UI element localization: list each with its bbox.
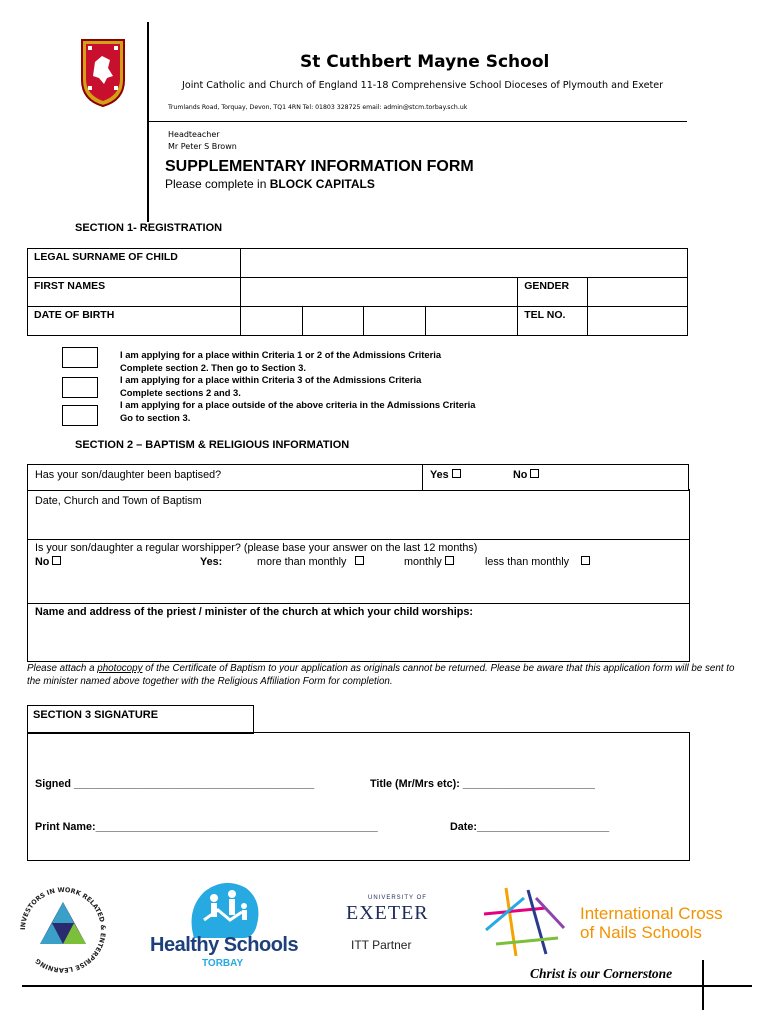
checkbox-icon bbox=[530, 469, 539, 478]
school-motto: Christ is our Cornerstone bbox=[530, 966, 673, 981]
baptism-details-label: Date, Church and Town of Baptism bbox=[35, 495, 202, 507]
headteacher-name: Mr Peter S Brown bbox=[168, 142, 237, 151]
worshipper-yes-label: Yes: bbox=[200, 556, 223, 568]
school-subtitle: Joint Catholic and Church of England 11-18 Comprehensive School Dioceses of Plymouth and Exeter bbox=[182, 80, 664, 91]
gender-field[interactable] bbox=[588, 278, 688, 307]
worshipper-question: Is your son/daughter a regular worshipper? (please base your answer on the last 12 months) bbox=[35, 542, 478, 554]
healthy-schools-title: Healthy Schools bbox=[150, 934, 299, 956]
first-names-label: FIRST NAMES bbox=[28, 278, 241, 307]
priest-label: Name and address of the priest / minister of the church at which your child worships: bbox=[35, 606, 473, 618]
dob-label: DATE OF BIRTH bbox=[28, 307, 241, 336]
icn-line2: of Nails Schools bbox=[580, 923, 702, 942]
worshipper-cell bbox=[27, 539, 690, 604]
option-2-line1: I am applying for a place within Criteria 3 of the Admissions Criteria bbox=[120, 374, 422, 386]
gender-label: GENDER bbox=[518, 278, 588, 307]
legal-surname-label: LEGAL SURNAME OF CHILD bbox=[28, 249, 241, 278]
dob-field-extra[interactable] bbox=[426, 307, 518, 336]
option-2-line2: Complete sections 2 and 3. bbox=[120, 386, 241, 398]
baptised-yes-option[interactable]: Yes bbox=[430, 469, 461, 481]
priest-details-field[interactable] bbox=[27, 603, 690, 662]
section3-title: SECTION 3 SIGNATURE bbox=[33, 709, 159, 721]
checkbox-icon bbox=[452, 469, 461, 478]
print-name-field[interactable]: Print Name:_______________________________________________ bbox=[35, 821, 378, 833]
checkbox-icon bbox=[581, 556, 590, 565]
title-field[interactable]: Title (Mr/Mrs etc): ______________________ bbox=[370, 778, 595, 790]
investors-logo-text: INVESTORS IN WORK RELATED & ENTERPRISE LEARNING bbox=[18, 885, 108, 975]
registration-table bbox=[27, 248, 688, 336]
form-title: SUPPLEMENTARY INFORMATION FORM bbox=[165, 158, 474, 175]
worshipper-no-option[interactable]: No bbox=[35, 556, 61, 568]
headteacher-label: Headteacher bbox=[168, 130, 220, 139]
tel-field[interactable] bbox=[588, 307, 688, 336]
school-name: St Cuthbert Mayne School bbox=[300, 52, 550, 72]
healthy-schools-figures-icon bbox=[184, 880, 264, 940]
uni-exeter-name: EXETER bbox=[346, 902, 429, 924]
icn-line1: International Cross bbox=[580, 904, 723, 923]
option-3-line2: Go to section 3. bbox=[120, 411, 191, 423]
signed-field[interactable]: Signed ________________________________________ bbox=[35, 778, 315, 790]
option-3-line1: I am applying for a place outside of the above criteria in the Admissions Criteria bbox=[120, 399, 476, 411]
signature-box bbox=[27, 732, 690, 861]
footer-vertical-rule bbox=[702, 960, 704, 1010]
option-1-line1: I am applying for a place within Criteria 1 or 2 of the Admissions Criteria bbox=[120, 349, 442, 360]
itt-partner-text: ITT Partner bbox=[351, 938, 412, 952]
dob-field-month[interactable] bbox=[302, 307, 364, 336]
cross-of-nails-icon bbox=[476, 884, 576, 964]
criteria-options bbox=[120, 349, 475, 425]
section3-title-box bbox=[27, 705, 254, 734]
worshipper-monthly[interactable]: monthly bbox=[404, 556, 454, 568]
photocopy-note: Please attach a photocopy of the Certificate of Baptism to your application as originals cannot be returned. Please be aware that this application form will be sent to the minister named above together with the Religious Affiliation Form for completion. bbox=[27, 663, 735, 687]
baptised-no-option[interactable]: No bbox=[513, 469, 539, 481]
dob-field-day[interactable] bbox=[240, 307, 302, 336]
baptised-answer-cell bbox=[421, 464, 689, 491]
icn-title bbox=[580, 904, 723, 942]
worshipper-more-than-monthly[interactable]: more than monthly bbox=[257, 556, 364, 568]
section2-title: SECTION 2 – BAPTISM & RELIGIOUS INFORMATION bbox=[75, 439, 350, 451]
school-crest-logo bbox=[80, 38, 126, 108]
criteria-3-checkbox[interactable] bbox=[62, 377, 98, 398]
school-address: Trumlands Road, Torquay, Devon, TQ1 4RN Tel: 01803 328725 email: admin@stcm.torbay.sch.uk bbox=[168, 104, 468, 111]
option-1-line2: Complete section 2. Then go to Section 3. bbox=[120, 361, 306, 373]
investors-in-learning-logo bbox=[14, 880, 112, 980]
checkbox-icon bbox=[52, 556, 61, 565]
date-field[interactable]: Date:______________________ bbox=[450, 821, 610, 833]
dob-field-year[interactable] bbox=[364, 307, 426, 336]
baptism-details-field[interactable] bbox=[27, 489, 690, 540]
legal-surname-field[interactable] bbox=[240, 249, 687, 278]
form-instruction: Please complete in BLOCK CAPITALS bbox=[165, 177, 375, 191]
checkbox-icon bbox=[445, 556, 454, 565]
worshipper-less-than-monthly[interactable]: less than monthly bbox=[485, 556, 590, 568]
first-names-field[interactable] bbox=[240, 278, 518, 307]
outside-criteria-checkbox[interactable] bbox=[62, 405, 98, 426]
footer-horizontal-rule bbox=[22, 985, 752, 987]
header-vertical-rule bbox=[147, 22, 149, 222]
baptised-question-cell bbox=[27, 464, 423, 491]
tel-label: TEL NO. bbox=[518, 307, 588, 336]
checkbox-icon bbox=[355, 556, 364, 565]
baptised-question: Has your son/daughter been baptised? bbox=[35, 469, 222, 481]
section1-title: SECTION 1- REGISTRATION bbox=[75, 222, 223, 234]
header-horizontal-rule bbox=[147, 121, 687, 122]
criteria-1-2-checkbox[interactable] bbox=[62, 347, 98, 368]
healthy-schools-torbay: TORBAY bbox=[202, 958, 244, 969]
uni-small-text: UNIVERSITY OF bbox=[368, 895, 427, 901]
